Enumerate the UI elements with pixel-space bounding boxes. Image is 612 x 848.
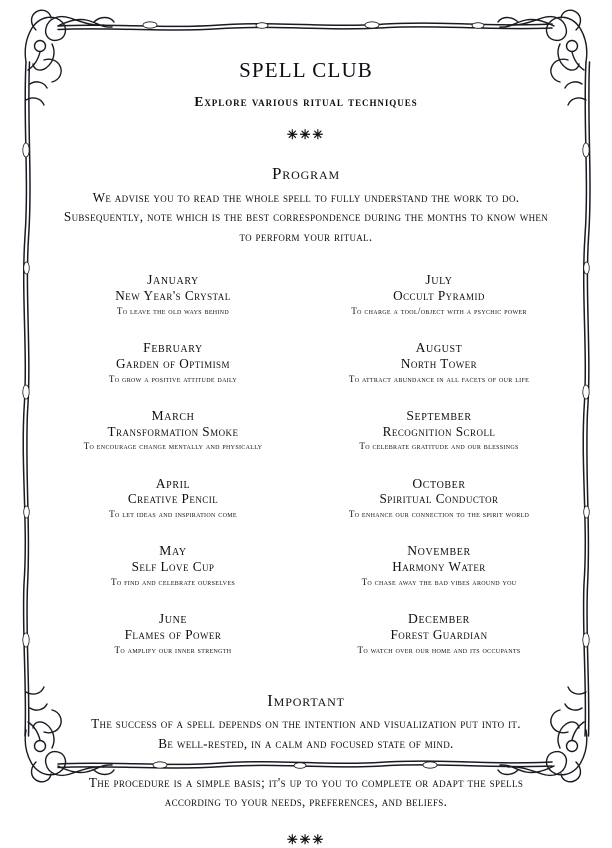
month-name: June [158, 611, 188, 627]
month-item: North Tower [400, 355, 478, 371]
month-item: New Year's Crystal [115, 287, 231, 303]
month-description: To leave the old ways behind [116, 305, 230, 316]
month-name: September [406, 407, 472, 423]
month-entry-july [312, 272, 566, 318]
month-description: To find and celebrate ourselves [111, 576, 235, 587]
month-description: To amplify our inner strength [114, 644, 232, 655]
month-entry-august [312, 340, 566, 386]
month-name: July [425, 272, 453, 288]
month-name: November [407, 543, 471, 559]
month-name: April [155, 475, 191, 491]
month-entry-january [46, 272, 300, 318]
month-item: Occult Pyramid [393, 287, 485, 303]
month-item: Creative Pencil [127, 491, 219, 507]
month-name: August [415, 340, 463, 355]
month-item: Harmony Water [392, 559, 486, 575]
months-column-right [306, 272, 566, 657]
month-item: Spiritual Conductor [379, 491, 499, 507]
document-content [46, 58, 566, 848]
important-p2-line-2: according to your needs, preferences, and beliefs. [164, 794, 448, 810]
divider-asterisks-bottom: ✳✳✳ [286, 832, 326, 848]
month-entry-october [312, 476, 566, 522]
month-entry-june [46, 611, 300, 657]
month-item: Recognition Scroll [382, 423, 496, 439]
month-description: To let ideas and inspiration come [109, 509, 237, 520]
month-entry-march [46, 408, 300, 454]
month-description: To celebrate gratitude and our blessings [359, 441, 519, 452]
month-name: January [147, 272, 199, 288]
program-intro-line-3: to perform your ritual. [239, 228, 373, 244]
month-entry-november [312, 543, 566, 589]
month-item: Self Love Cup [131, 559, 215, 575]
important-heading: Important [267, 690, 345, 710]
month-description: To enhance our connection to the spirit world [348, 509, 530, 520]
month-item: Forest Guardian [390, 626, 488, 642]
important-p1-line-1: The success of a spell depends on the intention and visualization put into it. [91, 715, 521, 731]
month-description: To grow a positive attitude daily [108, 373, 238, 384]
month-item: Garden of Optimism [116, 355, 230, 371]
month-name: May [159, 543, 187, 559]
month-description: To chase away the bad vibes around you [361, 576, 517, 587]
months-grid [46, 272, 566, 657]
month-entry-april [46, 476, 300, 522]
program-intro-line-2: Subsequently, note which is the best correspondence during the months to know when [63, 209, 549, 225]
month-description: To watch over our home and its occupants [357, 644, 521, 655]
month-item: Transformation Smoke [107, 423, 239, 439]
months-column-left [46, 272, 306, 657]
paragraph-spacer [46, 754, 566, 773]
month-description: To attract abundance in all facets of our life [348, 373, 530, 384]
month-name: December [408, 611, 470, 627]
month-description: To charge a tool/object with a psychic power [351, 305, 527, 316]
important-p1-line-2: Be well-rested, in a calm and focused state of mind. [158, 735, 454, 751]
month-name: February [143, 340, 203, 355]
month-name: March [151, 407, 195, 423]
program-intro-line-1: We advise you to read the whole spell to fully understand the work to do. [92, 190, 520, 205]
month-name: October [412, 475, 466, 491]
month-entry-may [46, 543, 300, 589]
month-item: Flames of Power [124, 626, 222, 642]
month-entry-december [312, 611, 566, 657]
important-p2-line-1: The procedure is a simple basis; it's up to you to complete or adapt the spells [88, 774, 524, 790]
month-entry-february [46, 340, 300, 386]
page-title: SPELL CLUB [239, 58, 373, 82]
program-heading: Program [271, 164, 341, 183]
page-subtitle: Explore various ritual techniques [194, 94, 418, 109]
month-description: To encourage change mentally and physically [83, 441, 263, 452]
month-entry-september [312, 408, 566, 454]
divider-asterisks-top: ✳✳✳ [286, 127, 326, 142]
